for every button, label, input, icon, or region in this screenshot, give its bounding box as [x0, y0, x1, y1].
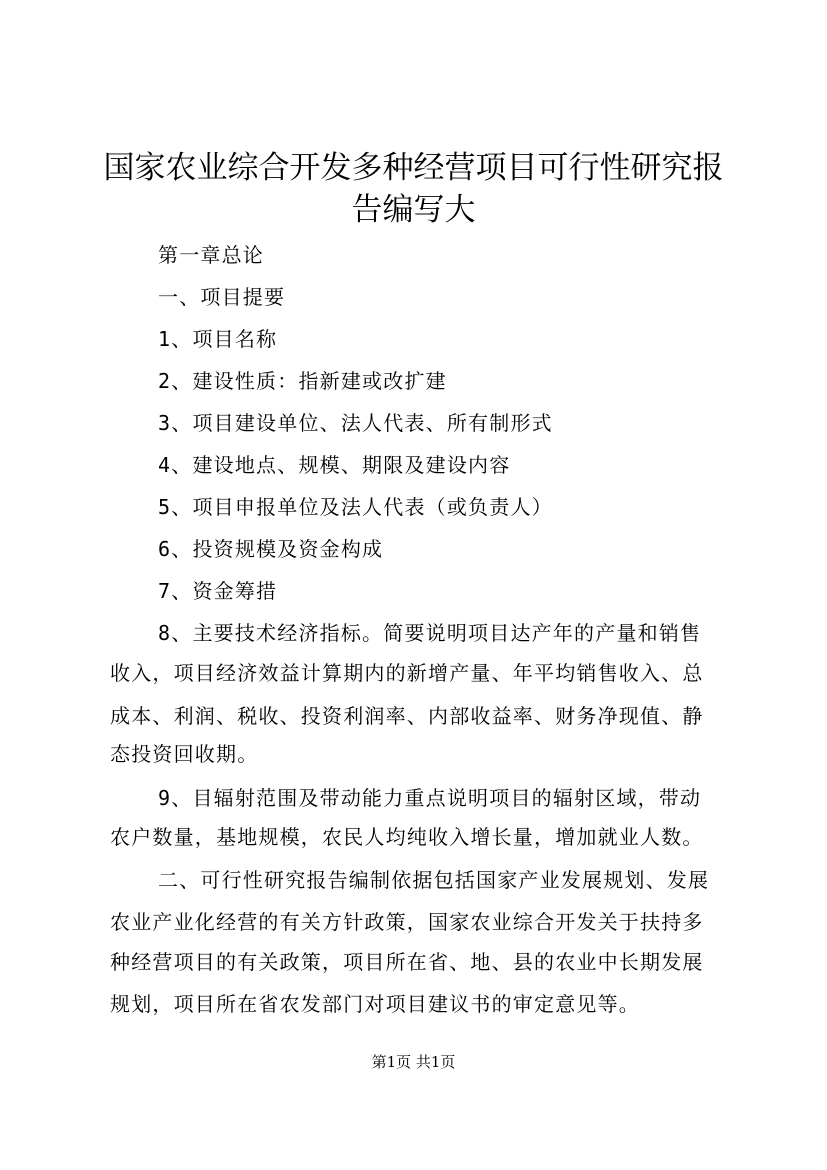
list-item: 7、资金筹措 [158, 579, 278, 603]
list-item: 5、项目申报单位及法人代表（或负责人） [158, 495, 553, 519]
paragraph-line: 9、目辐射范围及带动能力重点说明项目的辐射区域，带动 [158, 786, 702, 810]
paragraph-line: 农业产业化经营的有关方针政策，国家农业综合开发关于扶持多 [110, 910, 704, 934]
paragraph-line: 成本、利润、税收、投资利润率、内部收益率、财务净现值、静 [110, 704, 704, 728]
section-heading: 一、项目提要 [158, 285, 286, 309]
list-item: 1、项目名称 [158, 327, 278, 351]
chapter-heading: 第一章总论 [158, 243, 264, 267]
paragraph-line: 规划，项目所在省农发部门对项目建议书的审定意见等。 [110, 992, 640, 1016]
paragraph-line: 种经营项目的有关政策，项目所在省、地、县的农业中长期发展 [110, 950, 704, 974]
paragraph-line: 农户数量，基地规模，农民人均纯收入增长量，增加就业人数。 [110, 825, 704, 849]
page-footer: 第1页 共1页 [371, 1053, 456, 1071]
paragraph-line: 态投资回收期。 [110, 742, 259, 766]
list-item: 6、投资规模及资金构成 [158, 537, 384, 561]
paragraph-line: 收入，项目经济效益计算期内的新增产量、年平均销售收入、总 [110, 661, 704, 685]
document-title-line-2: 告编写大 [351, 192, 476, 228]
list-item: 4、建设地点、规模、期限及建设内容 [158, 453, 511, 477]
paragraph-line: 8、主要技术经济指标。简要说明项目达产年的产量和销售 [158, 621, 702, 645]
list-item: 2、建设性质：指新建或改扩建 [158, 369, 447, 393]
list-item: 3、项目建设单位、法人代表、所有制形式 [158, 411, 553, 435]
paragraph-line: 二、可行性研究报告编制依据包括国家产业发展规划、发展 [158, 868, 710, 892]
document-title-line-1: 国家农业综合开发多种经营项目可行性研究报 [103, 150, 724, 186]
